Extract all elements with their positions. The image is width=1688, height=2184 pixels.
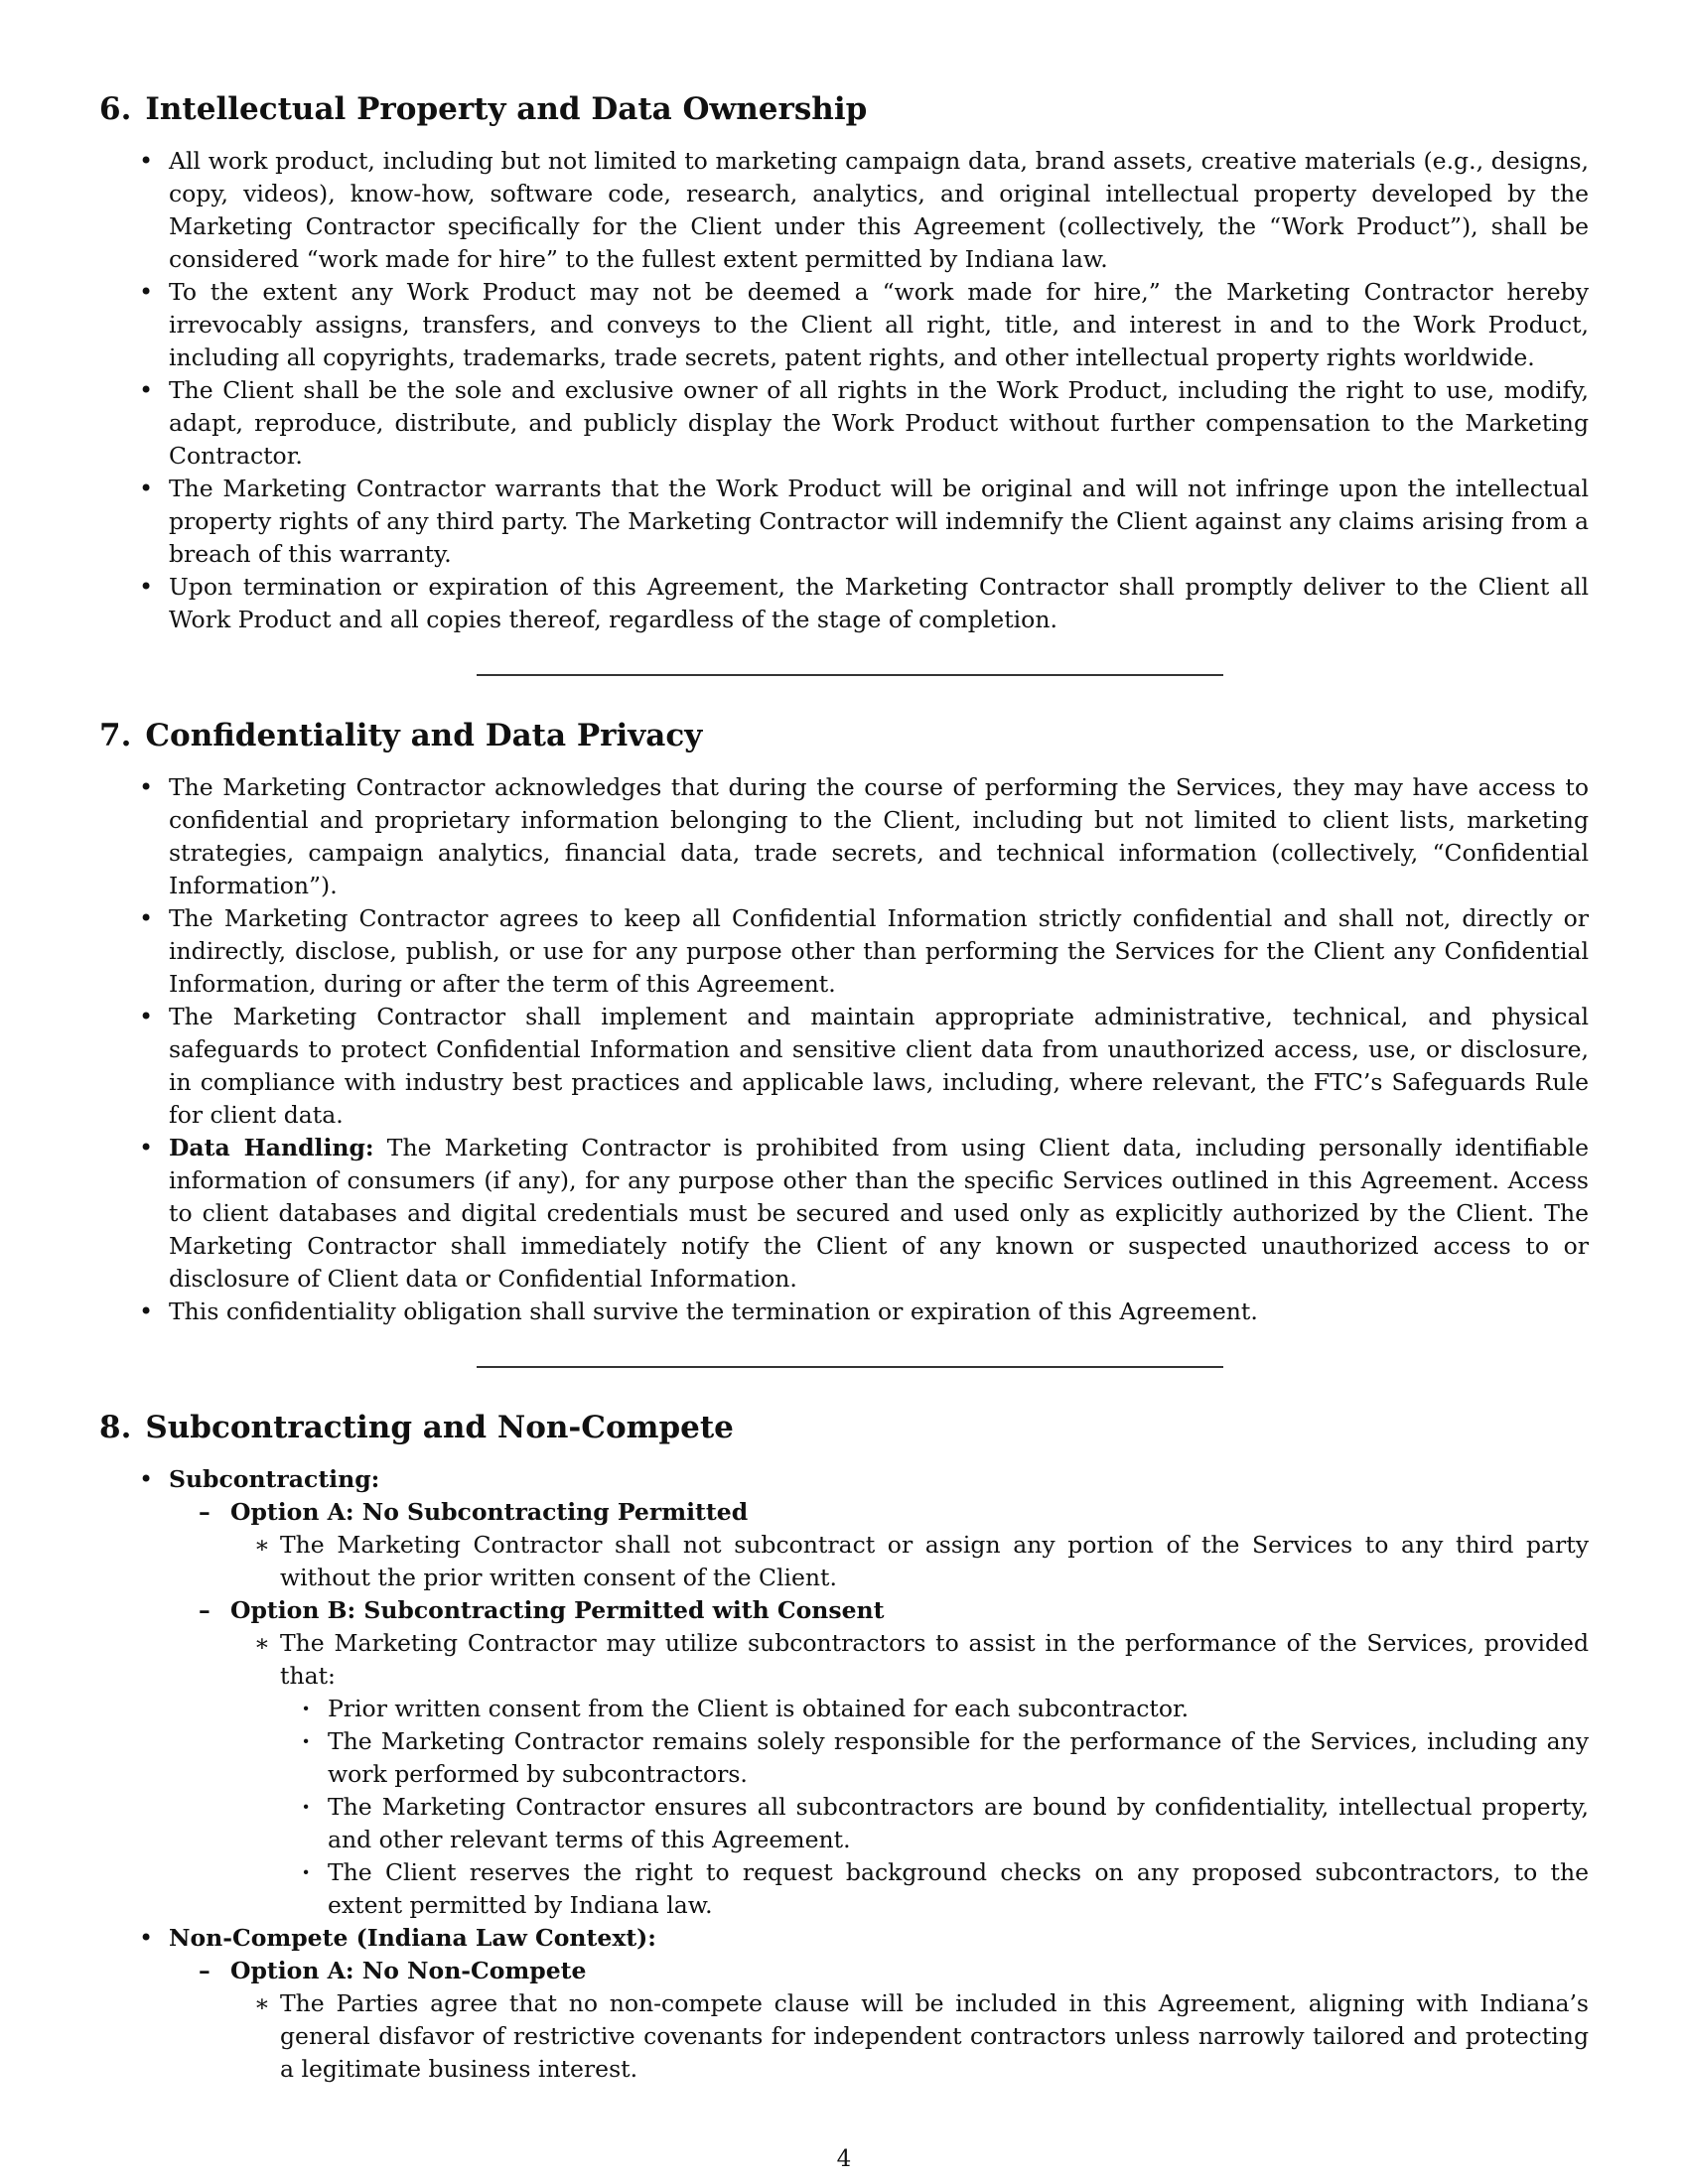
section-7: [99, 716, 1589, 1328]
option-item: [169, 1594, 1589, 1922]
list-item: • Upon termination or expiration of this Agreement, the Marketing Contractor shall promptly deliver to the Client all Work Product and all copies thereof, regardless of the stage of completion.: [99, 571, 1589, 636]
option-b-label: Option B: Subcontracting Permitted with Consent: [230, 1596, 885, 1624]
list-item: • To the extent any Work Product may not be deemed a “work made for hire,” the Marketing Contractor hereby irrevocably assigns, transfers, and conveys to the Client all right, title, and interest in and to the Work Product, including all copyrights, trademarks, trade secrets, patent rights, and other intellectual property rights worldwide.: [99, 276, 1589, 374]
list-item: [99, 1463, 1589, 1922]
condition-item: · The Marketing Contractor ensures all subcontractors are bound by confidentiality, intellectual property, and other relevant terms of this Agreement.: [280, 1791, 1589, 1856]
section-6: [99, 89, 1589, 636]
section-7-list: [99, 771, 1589, 1328]
option-item: [169, 1955, 1589, 2086]
option-a-label: Option A: No Subcontracting Permitted: [230, 1498, 749, 1526]
page-number: 4: [836, 2146, 852, 2172]
section-heading: 7. Confidentiality and Data Privacy: [99, 718, 703, 753]
section-8: [99, 1408, 1589, 2086]
list-item: [99, 1132, 1589, 1296]
list-item: • The Marketing Contractor warrants that the Work Product will be original and will not infringe upon the intellectual property rights of any third party. The Marketing Contractor will indemnify the Client against any claims arising from a breach of this warranty.: [99, 473, 1589, 571]
list-item: • The Marketing Contractor shall implement and maintain appropriate administrative, technical, and physical safeguards to protect Confidential Information and sensitive client data from unauthorized access, use, or disclosure, in compliance with industry best practices and applicable laws, including, where relevant, the FTC’s Safeguards Rule for client data.: [99, 1001, 1589, 1132]
data-handling-text: The Marketing Contractor is prohibited from using Client data, including personally identifiable information of consumers (if any), for any purpose other than the specific Services outlined in this Agreement. Access to client databases and digital credentials must be secured and used only as explicitly authorized by the Client. The Marketing Contractor shall immediately notify the Client of any known or suspected unauthorized access to or disclosure of Client data or Confidential Information.: [169, 1134, 1589, 1293]
document-page: [99, 89, 1589, 2086]
option-text: ∗ The Marketing Contractor shall not subcontract or assign any portion of the Services to any third party without the prior written consent of the Client.: [230, 1529, 1589, 1594]
data-handling-label: Data Handling:: [169, 1134, 374, 1161]
section-heading: 8. Subcontracting and Non-Compete: [99, 1410, 734, 1445]
section-6-list: [99, 145, 1589, 636]
option-item: [169, 1496, 1589, 1594]
subcontracting-label: Subcontracting:: [169, 1465, 380, 1493]
noncompete-label: Non-Compete (Indiana Law Context):: [169, 1924, 656, 1952]
option-text: ∗ The Parties agree that no non-compete clause will be included in this Agreement, aligning with Indiana’s general disfavor of restrictive covenants for independent contractors unless narrowly tailored and protecting a legitimate business interest.: [230, 1987, 1589, 2086]
nc-option-a-label: Option A: No Non-Compete: [230, 1957, 587, 1984]
condition-item: · The Marketing Contractor remains solely responsible for the performance of the Services, including any work performed by subcontractors.: [280, 1725, 1589, 1791]
section-divider: [477, 1366, 1223, 1368]
section-divider: [477, 674, 1223, 676]
list-item: • All work product, including but not limited to marketing campaign data, brand assets, creative materials (e.g., designs, copy, videos), know-how, software code, research, analytics, and original intellectual property developed by the Marketing Contractor specifically for the Client under this Agreement (collectively, the “Work Product”), shall be considered “work made for hire” to the fullest extent permitted by Indiana law.: [99, 145, 1589, 276]
condition-item: · Prior written consent from the Client is obtained for each subcontractor.: [280, 1693, 1589, 1725]
list-item: • The Marketing Contractor acknowledges that during the course of performing the Services, they may have access to confidential and proprietary information belonging to the Client, including but not limited to client lists, marketing strategies, campaign analytics, financial data, trade secrets, and technical information (collectively, “Confidential Information”).: [99, 771, 1589, 902]
list-item: • The Marketing Contractor agrees to keep all Confidential Information strictly confidential and shall not, directly or indirectly, disclose, publish, or use for any purpose other than performing the Services for the Client any Confidential Information, during or after the term of this Agreement.: [99, 902, 1589, 1001]
section-heading: 6. Intellectual Property and Data Ownership: [99, 91, 868, 127]
section-8-list: [99, 1463, 1589, 2086]
list-item: [99, 1922, 1589, 2086]
condition-item: · The Client reserves the right to request background checks on any proposed subcontractors, to the extent permitted by Indiana law.: [280, 1856, 1589, 1922]
option-text: ∗ The Marketing Contractor may utilize subcontractors to assist in the performance of the Services, provided that: · Prior written consent from the Client is obtained for each subcontractor. · The Marketing Contractor remains solely responsible for the performance of the Services, including any work performed by subcontractors. · The Marketing Contractor ensures all subcontractors are bound by confidentiality, intellectual property, and other relevant terms of this Agreement. · The Client reserves the right to request background checks on any proposed subcontractors, to the extent permitted by Indiana law.: [230, 1627, 1589, 1922]
list-item: • The Client shall be the sole and exclusive owner of all rights in the Work Product, including the right to use, modify, adapt, reproduce, distribute, and publicly display the Work Product without further compensation to the Marketing Contractor.: [99, 374, 1589, 473]
list-item: • This confidentiality obligation shall survive the termination or expiration of this Agreement.: [99, 1296, 1589, 1328]
